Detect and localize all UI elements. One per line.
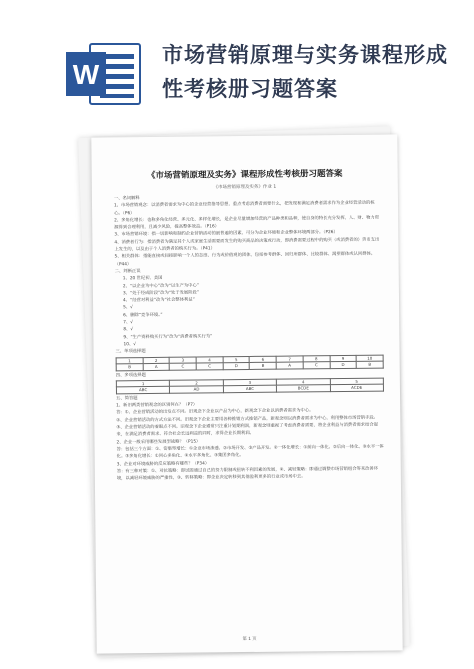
paragraph: 4、消费者行为：指消费者为满足其个人或家庭生活需要而发生的购买商品的决策或行动，即消费需要过程中的购买（或消费者的）货币支出上发生的，以及由于个人消费者的购买行为。（P41） [114, 237, 380, 253]
single-choice-table [116, 354, 384, 371]
answer-paragraph: 答：有三种对策：①、对抗策略：即试图通过自己的努力限制或扭转不利因素的发展，②、减轻策略：即通过调整市场营销组合等来改善环境，以减轻环境威胁的严重性，③、转移策略：即企业决定转移到其他盈利更多的行业或市场中去。 [116, 466, 379, 482]
section-heading: 四、多项选择题 [115, 372, 146, 378]
table-cell: B [356, 361, 383, 368]
answer-line: 10、√ [123, 342, 137, 348]
paragraph: 5、相关群体：指能直接或间接影响一个人的态度、行为或价值观的团体，包括参考群体、回归所群体、比较群体、渴望群体或认同群体。（P44） [114, 252, 376, 268]
section-heading: 三、单项选择题 [115, 349, 146, 355]
table-cell: 7 [276, 355, 303, 362]
answer-line: 7、√ [123, 320, 134, 326]
table-cell: 2 [170, 380, 223, 387]
table-cell: AD [170, 386, 223, 393]
table-cell: BCDE [277, 385, 330, 392]
page-header [0, 0, 474, 118]
table-cell: 9 [330, 355, 357, 362]
table-cell: 2 [143, 357, 170, 364]
table-cell: 4 [277, 378, 330, 385]
answer-paragraph: 答：包括三个方面：①、密集型增长：①企业市场渗透、②市场开发、③产品开发。②一体化增长：①前向一体化、②后向一体化、③水平一体化。③多角化增长：①同心多角化、②水平多角化、③集团多角化。 [116, 444, 384, 460]
page-number: 第 1 页 [242, 636, 257, 643]
word-icon [64, 42, 144, 106]
question-line: 1、新旧两类营销观念的区别何在？（P7） [116, 402, 198, 409]
table-cell: 1 [116, 357, 143, 364]
svg-text:W: W [72, 59, 100, 90]
table-cell: 10 [356, 355, 383, 362]
answer-paragraph: 答：①、企业营销活动的出发点不同。旧观念下企业以产品为中心，新观念下企业以消费者需求为中心。 [116, 408, 314, 416]
section-heading: 二、判断正误 [114, 269, 141, 275]
table-cell: 8 [303, 355, 330, 362]
table-cell: A [143, 363, 170, 370]
answer-paragraph: ②、企业营销活动的方式方法不同。旧观念下企业主要用各种推销方式推销产品，新观念则以消费者需求为中心，利用整体市场营销手段。 [116, 415, 378, 424]
document-body [114, 193, 385, 483]
answer-line: 4、“经营对利益”改为“社会整体利益” [122, 297, 195, 304]
answer-line: 6、删除“竞争环境。” [123, 312, 163, 319]
table-cell: 6 [250, 356, 277, 363]
section-heading: 五、简答题 [116, 395, 138, 402]
answer-paragraph: ③、企业营销活动的着眼点不同。旧观念下企业通常只注重计划期利润，新观念则重视了考虑消费者需要，将企业利益与消费者需求结合起来，在满足消费者需求、符合社会长远利益的同时，求得企业长期利润。 [116, 422, 379, 438]
table-cell: ABC [116, 387, 169, 394]
question-line: 2、企业一般采用哪些发展型战略？（P15） [116, 439, 201, 445]
answer-line: 3、“处于经成阶段”改为“处于发展阶段” [122, 290, 200, 297]
table-cell: 5 [223, 356, 250, 363]
table-cell: D [223, 363, 250, 370]
answer-line: 5、√ [123, 305, 133, 311]
table-cell: 5 [330, 378, 384, 385]
question-line: 3、企业对环境威胁的反应策略有哪些？（P34） [116, 460, 210, 467]
document-subtitle: 《市场营销原理及实务》作业 1 [213, 184, 277, 191]
table-cell: D [330, 361, 357, 368]
answer-line: 2、“以企业为中心”改为“以生产为中心” [122, 283, 199, 289]
table-cell: B [116, 364, 143, 371]
table-cell: C [170, 363, 197, 370]
table-cell: B [250, 362, 277, 369]
document-page [91, 134, 402, 653]
table-cell: 4 [196, 356, 223, 363]
answer-line: 8、√ [123, 327, 134, 333]
section-heading: 一、名词解释 [113, 196, 140, 202]
paragraph: 2、多角化增长：也称多角化经营、多元化、多样化增长，是企业尽量增加经营的产品种类和品种，使自身的特长充分发挥，人、财、物力资源得到合理利用，且减少风险，提高整体效益。（P16） [114, 215, 380, 231]
document-title: 《市场营销原理及实务》课程形成性考核册习题答案 [146, 168, 343, 182]
table-cell: C [303, 362, 330, 369]
answer-line: 1、20 世纪初，美国 [122, 276, 163, 282]
table-cell: A [276, 362, 303, 369]
paragraph: 3、市场营销环境：指一切影响和制约企业营销活动的最普遍的因素，可分为企业环境和企业整体环境两部分。（P26） [114, 230, 338, 238]
table-cell: C [196, 363, 223, 370]
table-cell: 1 [116, 380, 169, 387]
paragraph: 1、市场营销观念：以消费者需求为中心的企业经营指导思想，重点考虑消费者需要什么，把发现和满足消费者需求作为企业经营活动的核心。（P6） [113, 200, 375, 216]
table-cell: ABC [223, 386, 276, 393]
page-title: 市场营销原理与实务课程形成性考核册习题答案 [162, 43, 448, 101]
table-cell: 3 [223, 379, 276, 386]
multiple-choice-table [116, 377, 384, 394]
table-cell: ACDE [330, 384, 384, 391]
table-cell: 3 [169, 357, 196, 364]
answer-line: 9、“生产资料购买行为”改为“消费者购买行为” [123, 334, 213, 340]
